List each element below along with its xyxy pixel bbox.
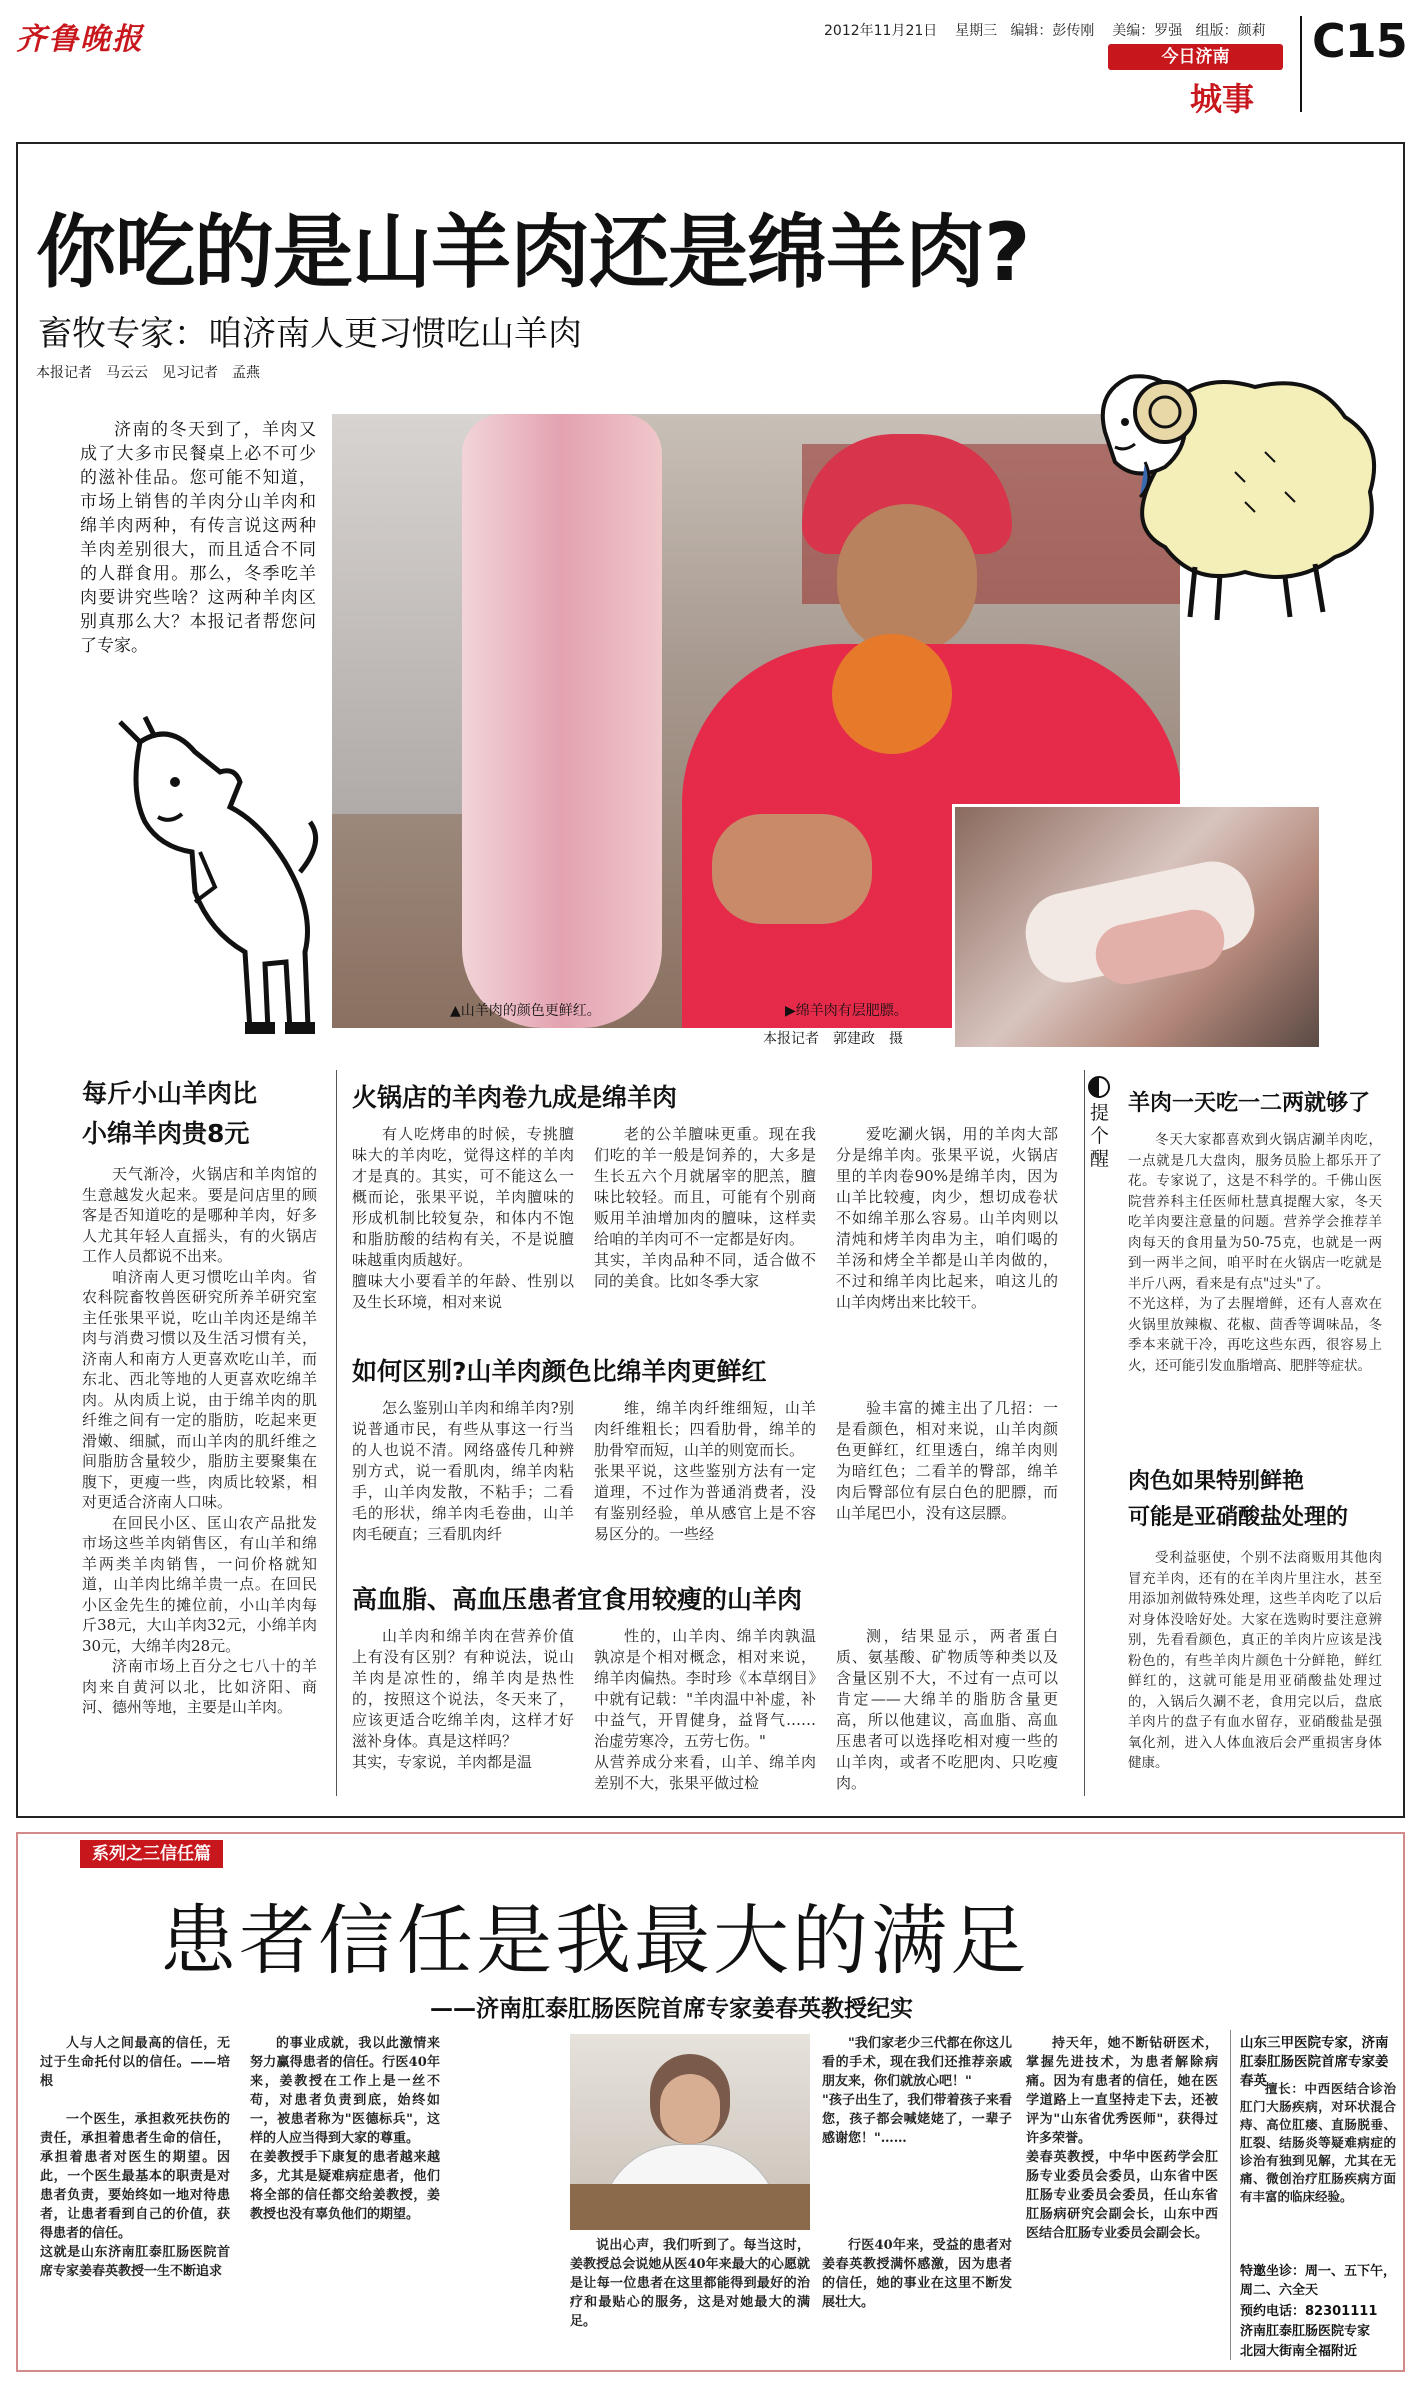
- ad-col4-quote: "我们家老少三代都在你这儿看的手术，现在我们还推荐亲戚朋友来，你们就放心吧！" "孩子出生了，我们带着孩子来看您，孩子都会喊姥姥了，一辈子感谢您！"……: [822, 2036, 1012, 2146]
- section4-col2: 性的，山羊肉、绵羊肉孰温孰凉是个相对概念，相对来说，绵羊肉偏热。李时珍《本草纲目》中就有记载："羊肉温中补虚，补中益气，开胃健身，益肾气……治虚劳寒冷，五劳七伤。" 从营养成分来看，山羊、绵羊肉差别不大，张果平做过检: [594, 1627, 816, 1792]
- header-divider: [1300, 16, 1302, 112]
- ad-col4-body: 行医40年来，受益的患者对姜春英教授满怀感激，因为患者的信任，她的事业在这里不断发展壮大。: [822, 2238, 1012, 2310]
- ad-col2: 的事业成就，我以此激情来努力赢得患者的信任。行医40年来，姜教授在工作上是一丝不苟，对患者负责到底，始终如一，被患者称为"医德标兵"，这样的人应当得到大家的尊重。 在姜教授手下康复的患者越来越多，尤其是疑难病症患者，他们将全部的信任都交给姜教授，姜教授也没有辜负他们的期望。: [250, 2036, 440, 2222]
- lead-paragraph: 济南的冬天到了，羊肉又成了大多市民餐桌上必不可少的滋补佳品。您可能不知道，市场上销售的羊肉分山羊肉和绵羊肉两种，有传言说这两种羊肉差别很大，而且适合不同的人群食用。那么，冬季吃羊肉要讲究些啥？这两种羊肉区别真那么大？本报记者帮您问了专家。: [80, 420, 316, 656]
- issue-date: 2012年11月21日: [824, 23, 938, 39]
- section4-col1: 山羊肉和绵羊肉在营养价值上有没有区别？有种说法，说山羊肉是凉性的，绵羊肉是热性的，按照这个说法，冬天来了，应该更适合吃绵羊肉，这样才好滋补身体。真是这样吗？ 其实，专家说，羊肉都是温: [352, 1627, 574, 1771]
- reminder2-body: 受利益驱使，个别不法商贩用其他肉冒充羊肉，还有的在羊肉片里注水，甚至用添加剂做特殊处理，这些羊肉吃了以后对身体没啥好处。大家在选购时要注意辨别，先看看颜色，真正的羊肉片应该是浅粉色的，有些羊肉片颜色十分鲜艳，鲜红鲜红的，这就可能是用亚硝酸盐处理过的，入锅后久涮不老，食用完以后，盘底羊肉片的盘子有血水留存，亚硝酸盐是强氧化剂，进入人体血液后会严重损害身体健康。: [1128, 1550, 1382, 1771]
- ad-address: 北园大街南全福附近: [1240, 2344, 1358, 2359]
- section3-title: 如何区别?山羊肉颜色比绵羊肉更鲜红: [352, 1357, 767, 1386]
- ad-col1: 一个医生，承担救死扶伤的责任，承担着患者生命的信任，承担着患者对医生的期望。因此，一个医生最基本的职责是对患者负责，要始终如一地对待患者，让患者看到自己的价值，获得患者的信任。 这就是山东济南肛泰肛肠医院首席专家姜春英教授一生不断追求: [40, 2112, 230, 2279]
- section4-col3: 测，结果显示，两者蛋白质、氨基酸、矿物质等种类以及含量区别不大，不过有一点可以肯定——大绵羊的脂肪含量更高，所以他建议，高血脂、高血压患者可以选择吃相对瘦一些的山羊肉，或者不吃肥肉、只吃瘦肉。: [836, 1627, 1058, 1792]
- section3-col2: 维，绵羊肉纤维细短，山羊肉纤维粗长；四看肋骨，绵羊的肋骨窄而短，山羊的则宽而长。 张果平说，这些鉴别方法有一定道理，不过作为普通消费者，没有鉴别经验，单从感官上是不容易区分的。一些经: [594, 1399, 816, 1543]
- reminder2-title-line1: 肉色如果特别鲜艳: [1128, 1469, 1305, 1494]
- section1-title-line2: 小绵羊肉贵8元: [82, 1119, 250, 1148]
- headline: 你吃的是山羊肉还是绵羊肉?: [36, 206, 1030, 299]
- photo-credit: 本报记者 郭建政 摄: [763, 1031, 903, 1047]
- section3-col3: 验丰富的摊主出了几招：一是看颜色，相对来说，山羊肉颜色更鲜红，红里透白，绵羊肉则为暗红色；二看羊的臀部，绵羊肉后臀部位有层白色的肥膘，而山羊尾巴小，没有这层膘。: [836, 1399, 1058, 1522]
- ad-quote: 人与人之间最高的信任，无过于生命托付以的信任。——培根: [40, 2036, 230, 2089]
- ad-headline: 患者信任是我最大的满足: [160, 1896, 1029, 1985]
- ad-booking: 预约电话：82301111: [1240, 2304, 1378, 2319]
- reminder2-title-line2: 可能是亚硝酸盐处理的: [1128, 1505, 1349, 1530]
- issue-info: [824, 20, 1266, 40]
- subheadline: 畜牧专家：咱济南人更习惯吃山羊肉: [38, 314, 582, 354]
- ad-col5: 持天年，她不断钻研医术，掌握先进技术，为患者解除病痛。因为有患者的信任，她在医学道路上一直坚持走下去，还被评为"山东省优秀医师"，获得过许多荣誉。 姜春英教授，中华中医药学会肛肠专业委员会委员，山东省中医肛肠专业委员会委员，任山东省肛肠病研究会副会长，山东中西医结合肛肠专业委员会副会长。: [1026, 2036, 1218, 2241]
- page-number: C15: [1312, 14, 1407, 68]
- editor-credit: 编辑：彭传刚: [1010, 23, 1095, 39]
- section1-body: 天气渐冷，火锅店和羊肉馆的生意越发火起来。要是问店里的顾客是否知道吃的是哪种羊肉，好多人尤其年轻人直摇头，有的火锅店工作人员都说不出来。 咱济南人更习惯吃山羊肉。省农科院畜牧兽医研究所养羊研究室主任张果平说，吃山羊肉还是绵羊肉与消费习惯以及生活习惯有关，济南人和南方人更喜欢吃山羊，而东北、西北等地的人更喜欢吃绵羊肉。从肉质上说，由于绵羊肉的肌纤维之间有一定的脂肪，吃起来更滑嫩、细腻，而山羊肉的肌纤维之间脂肪含量较少，脂肪主要聚集在腹下，更瘦一些，肉质比较紧，相对更适合济南人口味。 在回民小区、匡山农产品批发市场这些羊肉销售区，有山羊和绵羊两类羊肉销售，一问价格就知道，山羊肉比绵羊贵一点。在回民小区金先生的摊位前，小山羊肉每斤38元，大山羊肉32元，小绵羊肉30元，大绵羊肉28元。 济南市场上百分之七八十的羊肉来自黄河以北，比如济阳、商河、德州等地，主要是山羊肉。: [82, 1165, 317, 1716]
- ad-subhead: ——济南肛泰肛肠医院首席专家姜春英教授纪实: [430, 1996, 913, 2022]
- section4-title: 高血脂、高血压患者宜食用较瘦的山羊肉: [352, 1585, 803, 1614]
- reminder1-body: 冬天大家都喜欢到火锅店涮羊肉吃，一点就是几大盘肉，服务员脸上都乐开了花。专家说了，这是不科学的。千佛山医院营养科主任医师杜慧真提醒大家，冬天吃羊肉要注意量的问题。营养学会推荐羊肉每天的食用量为50-75克，也就是一两到一两半之间，咱平时在火锅店一吃就是半斤八两，看来是有点"过头"了。 不光这样，为了去腥增鲜，还有人喜欢在火锅里放辣椒、花椒、茴香等调味品，冬季本来就干冷，再吃这些东西，很容易上火，还可能引发血脂增高、肥胖等症状。: [1128, 1132, 1382, 1374]
- goat-illustration: [100, 712, 340, 1042]
- art-editor-credit: 美编：罗强: [1112, 23, 1183, 39]
- section2-col1: 有人吃烤串的时候，专挑膻味大的羊肉吃，觉得这样的羊肉才是真的。其实，可不能这么一概而论，张果平说，羊肉膻味的形成机制比较复杂，和体内不饱和脂肪酸的结构有关，不是说膻味越重肉质越好。 膻味大小要看羊的年龄、性别以及生长环境，相对来说: [352, 1125, 574, 1311]
- section2-col3: 爱吃涮火锅，用的羊肉大部分是绵羊肉。张果平说，火锅店里的羊肉卷90%是绵羊肉，因为山羊比较瘦，肉少，想切成卷状不如绵羊那么容易。山羊肉则以清炖和烤羊肉串为主，咱们喝的羊汤和烤全羊都是山羊肉做的，不过和绵羊肉比起来，咱这儿的山羊肉烤出来比较干。: [836, 1125, 1058, 1311]
- sheep-illustration: [1085, 332, 1385, 622]
- ad-expert-title: 山东三甲医院专家，济南肛泰肛肠医院首席专家姜春英: [1240, 2035, 1389, 2089]
- layout-editor-credit: 组版：颜莉: [1195, 23, 1266, 39]
- caption-right: ▶绵羊肉有层肥膘。: [785, 1003, 908, 1019]
- ad-hospital: 济南肛泰肛肠医院专家: [1240, 2324, 1371, 2339]
- reminder-icon: [1088, 1076, 1110, 1098]
- column-divider-left: [336, 1070, 337, 1796]
- issue-weekday: 星期三: [955, 23, 998, 39]
- section-badge: 今日济南: [1108, 44, 1283, 70]
- masthead: 齐鲁晚报: [16, 22, 144, 57]
- ad-hours: 特邀坐诊：周一、五下午，周二、六全天: [1240, 2264, 1397, 2298]
- reminder-divider: [1084, 1070, 1085, 1796]
- reminder-label: 提个醒: [1090, 1102, 1110, 1170]
- section3-col1: 怎么鉴别山羊肉和绵羊肉?别说普通市民，有些从事这一行当的人也说不清。网络盛传几种辨别方式，说一看肌肉，绵羊肉粘手，山羊肉发散，不粘手；二看毛的形状，绵羊肉毛卷曲，山羊肉毛硬直；三看肌肉纤: [352, 1399, 574, 1543]
- ad-series-tag: 系列之三信任篇: [80, 1840, 223, 1868]
- doctor-photo: [570, 2034, 810, 2230]
- section2-title: 火锅店的羊肉卷九成是绵羊肉: [352, 1083, 678, 1112]
- caption-left: ▲山羊肉的颜色更鲜红。: [450, 1003, 601, 1019]
- reminder1-title: 羊肉一天吃一二两就够了: [1128, 1091, 1371, 1116]
- section-name: 城事: [1190, 80, 1255, 118]
- byline: 本报记者 马云云 见习记者 孟燕: [36, 365, 260, 381]
- ad-col3: 说出心声，我们听到了。每当这时，姜教授总会说她从医40年来最大的心愿就是让每一位患者在这里都能得到最好的治疗和最贴心的服务，这是对她最大的满足。: [570, 2238, 810, 2329]
- ad-expertise: 擅长：中西医结合诊治肛门大肠疾病，对环状混合痔、高位肛瘘、直肠脱垂、肛裂、结肠炎等疑难病症的诊治有独到见解，尤其在无痛、微创治疗肛肠疾病方面有丰富的临床经验。: [1240, 2081, 1396, 2204]
- section2-col2: 老的公羊膻味更重。现在我们吃的羊一般是饲养的，大多是生长五六个月就屠宰的肥羔，膻味比较轻。而且，可能有个别商贩用羊油增加肉的膻味，这样卖给咱的羊肉可不一定都是好肉。 其实，羊肉品种不同，适合做不同的美食。比如冬季大家: [594, 1125, 816, 1290]
- section1-title-line1: 每斤小山羊肉比: [82, 1079, 258, 1108]
- inset-photo: [952, 804, 1322, 1050]
